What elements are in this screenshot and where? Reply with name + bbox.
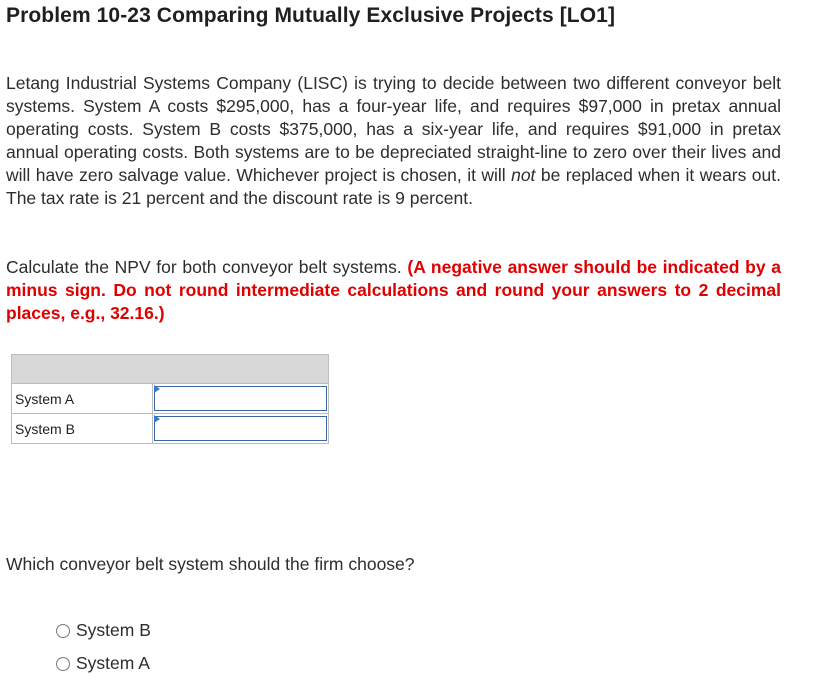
problem-title: Problem 10-23 Comparing Mutually Exclusive Projects [LO1] (6, 4, 616, 27)
instruction-lead: Calculate the NPV for both conveyor belt systems. (6, 257, 408, 277)
description-emphasis: not (511, 165, 536, 185)
input-flag-icon (154, 385, 160, 393)
calculation-instructions (6, 256, 781, 325)
description-text-end: be replaced when it wears out. The tax rate is 21 percent and the discount rate is 9 percent. (6, 165, 781, 208)
table-header-cell (12, 355, 329, 384)
table-row-system-b (12, 414, 329, 444)
radio-label-system-b[interactable]: System B (76, 620, 151, 640)
description-text-start: Letang Industrial Systems Company (LISC) is trying to decide between two different conveyor belt systems. System A costs $295,000, has a four-year life, and requires $97,000 in pretax annual operating costs. System B costs $375,000, has a six-year life, and requires $91,000 in pretax annual operating costs. Both systems are to be depreciated straight-line to zero over their lives and will have zero salvage value. Whichever project is chosen, it will (6, 73, 781, 185)
choice-question: Which conveyor belt system should the firm choose? (6, 554, 415, 574)
table-row-system-a (12, 384, 329, 414)
row-label-system-a: System A (12, 384, 153, 414)
input-flag-icon (154, 415, 160, 423)
value-cell-system-a (152, 384, 328, 414)
npv-input-system-b[interactable] (154, 416, 327, 441)
npv-answer-table (11, 354, 329, 444)
radio-option-system-b[interactable] (56, 620, 151, 641)
row-label-system-b: System B (12, 414, 153, 444)
table-header-row (12, 355, 329, 384)
radio-option-system-a[interactable] (56, 653, 150, 674)
npv-input-system-a[interactable] (154, 386, 327, 411)
value-cell-system-b (152, 414, 328, 444)
rounding-instruction: (A negative answer should be indicated by a minus sign. Do not round intermediate calculations and round your answers to 2 decimal places, e.g., 32.16.) (6, 257, 781, 323)
problem-description (6, 72, 781, 210)
radio-button-icon[interactable] (56, 657, 70, 671)
radio-button-icon[interactable] (56, 624, 70, 638)
radio-label-system-a[interactable]: System A (76, 653, 150, 673)
